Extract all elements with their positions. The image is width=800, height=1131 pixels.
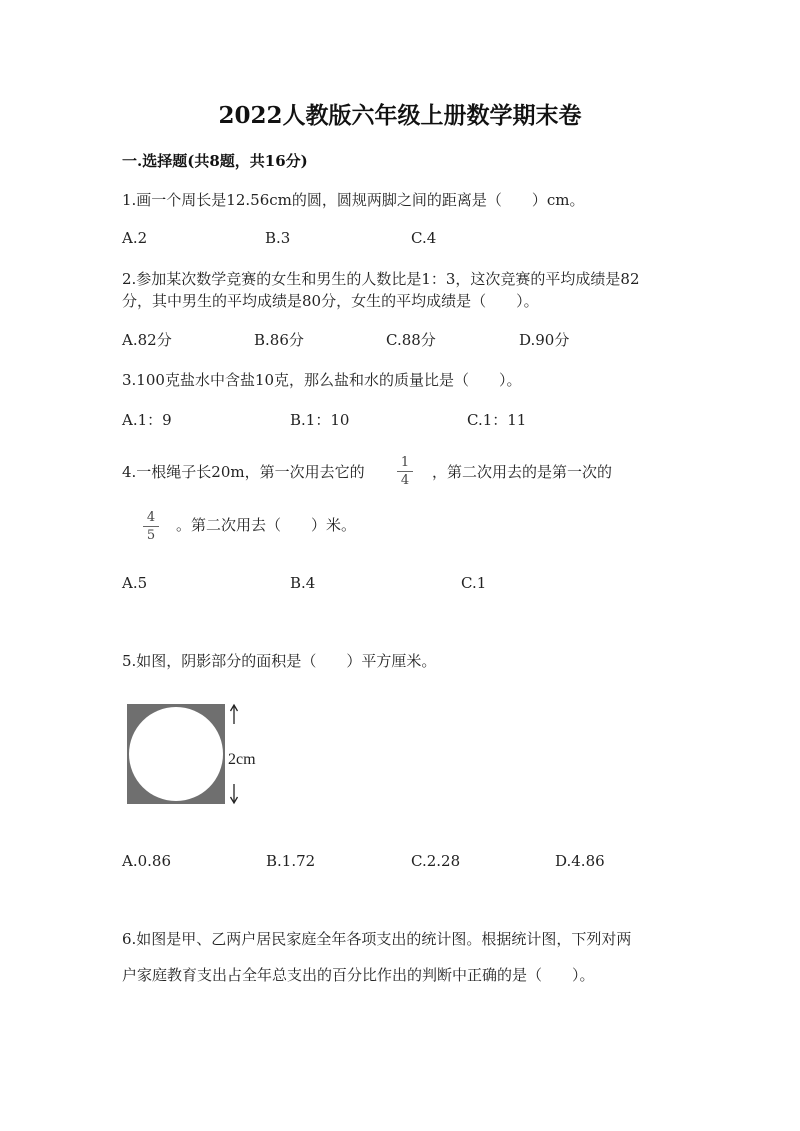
question-2-line-2: 分，其中男生的平均成绩是80分，女生的平均成绩是（ ）。 bbox=[122, 292, 539, 310]
question-5: 5.如图，阴影部分的面积是（ ）平方厘米。 bbox=[122, 652, 437, 670]
question-2-line-1: 2.参加某次数学竞赛的女生和男生的人数比是1：3，这次竞赛的平均成绩是82 bbox=[122, 270, 640, 288]
question-4-line-1-end: ，第二次用去的是第一次的 bbox=[432, 463, 613, 481]
shaded-square-diagram bbox=[127, 700, 267, 810]
question-4-line-1-start: 4.一根绳子长20m，第一次用去它的 bbox=[122, 463, 365, 481]
q1-option-a[interactable]: A.2 bbox=[122, 229, 148, 247]
q4-option-c[interactable]: C.1 bbox=[461, 574, 487, 592]
section-heading: 一.选择题(共8题，共16分) bbox=[122, 152, 308, 170]
square-circle-figure bbox=[127, 700, 267, 814]
q5-option-b[interactable]: B.1.72 bbox=[266, 852, 316, 870]
fraction-one-quarter bbox=[397, 455, 413, 488]
q1-option-b[interactable]: B.3 bbox=[265, 229, 291, 247]
q1-option-c[interactable]: C.4 bbox=[411, 229, 437, 247]
fraction-numerator: 1 bbox=[400, 455, 410, 470]
q3-option-b[interactable]: B.1：10 bbox=[290, 411, 350, 429]
q2-option-d[interactable]: D.90分 bbox=[519, 331, 570, 349]
fraction-numerator: 4 bbox=[146, 510, 156, 525]
question-6-line-1: 6.如图是甲、乙两户居民家庭全年各项支出的统计图。根据统计图，下列对两 bbox=[122, 930, 632, 948]
fraction-denominator: 5 bbox=[146, 528, 156, 543]
question-3: 3.100克盐水中含盐10克，那么盐和水的质量比是（ ）。 bbox=[122, 371, 522, 389]
fraction-bar bbox=[143, 526, 159, 527]
fraction-denominator: 4 bbox=[400, 473, 410, 488]
question-6-line-2: 户家庭教育支出占全年总支出的百分比作出的判断中正确的是（ ）。 bbox=[122, 966, 595, 984]
page-title: 2022人教版六年级上册数学期末卷 bbox=[218, 102, 582, 129]
q5-option-d[interactable]: D.4.86 bbox=[555, 852, 605, 870]
q2-option-b[interactable]: B.86分 bbox=[254, 331, 304, 349]
q3-option-a[interactable]: A.1：9 bbox=[122, 411, 172, 429]
q3-option-c[interactable]: C.1：11 bbox=[467, 411, 527, 429]
question-4-line-2: 。第二次用去（ ）米。 bbox=[176, 516, 357, 534]
dimension-label: 2cm bbox=[228, 751, 256, 768]
inscribed-circle bbox=[129, 707, 223, 801]
q4-option-a[interactable]: A.5 bbox=[122, 574, 148, 592]
q2-option-a[interactable]: A.82分 bbox=[122, 331, 172, 349]
fraction-four-fifths bbox=[143, 510, 159, 543]
fraction-bar bbox=[397, 471, 413, 472]
question-1: 1.画一个周长是12.56cm的圆，圆规两脚之间的距离是（ ）cm。 bbox=[122, 191, 585, 209]
q4-option-b[interactable]: B.4 bbox=[290, 574, 316, 592]
q5-option-a[interactable]: A.0.86 bbox=[122, 852, 171, 870]
q2-option-c[interactable]: C.88分 bbox=[386, 331, 436, 349]
q5-option-c[interactable]: C.2.28 bbox=[411, 852, 461, 870]
